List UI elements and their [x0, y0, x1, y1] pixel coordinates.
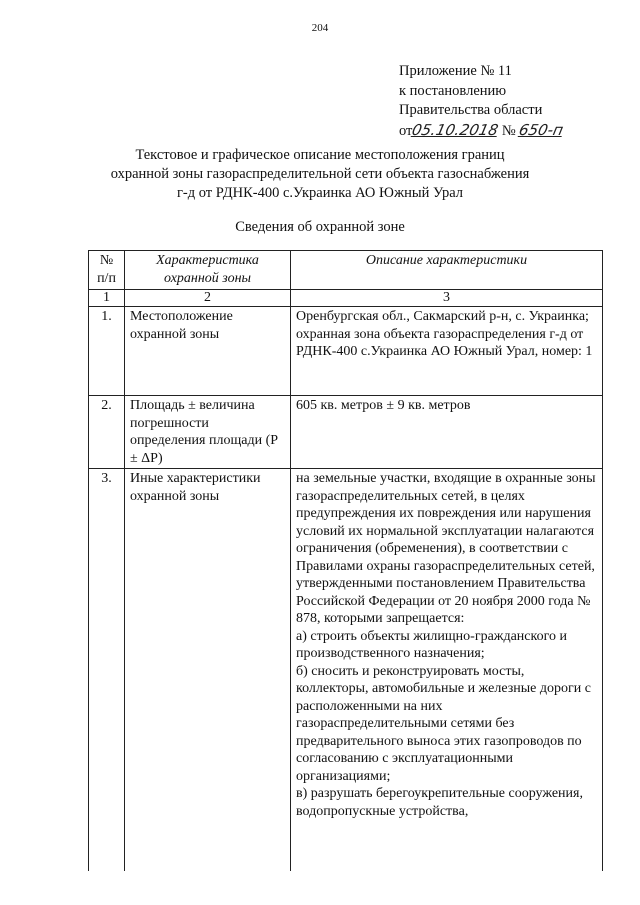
row-description: 605 кв. метров ± 9 кв. метров: [291, 396, 603, 469]
appendix-block: [399, 62, 566, 141]
header-characteristic: Характеристика охранной зоны: [125, 251, 291, 290]
zone-info-table: [88, 250, 603, 871]
list-item: а) строить объекты жилищно-гражданского и производственного назначения;: [296, 628, 567, 661]
page-number: 204: [311, 22, 329, 34]
appendix-line-3: Правительства области: [399, 102, 543, 118]
date-prefix: от: [399, 122, 413, 139]
title-line-2: охранной зоны газораспределительной сети объекта газоснабжения: [110, 166, 530, 182]
number-prefix: №: [501, 122, 516, 139]
row-description: [291, 469, 603, 872]
row-characteristic: Иные характеристики охранной зоны: [125, 469, 291, 872]
header-num: № п/п: [89, 251, 125, 290]
table-header-row: [89, 251, 603, 290]
table-index-row: [89, 290, 603, 307]
row-characteristic: Местоположение охранной зоны: [125, 307, 291, 396]
list-item: б) сносить и реконструировать мосты, коллекторы, автомобильные и железные дороги с расположенными на них газораспределительными сетями без предварительного выноса этих газопроводов по согласованию с эксплуатационными организациями;: [296, 663, 591, 784]
index-cell: 3: [291, 290, 603, 307]
document-title: [0, 146, 640, 203]
table-row: [89, 307, 603, 396]
table-row: [89, 396, 603, 469]
row-number: 2.: [89, 396, 125, 469]
list-item: в) разрушать берегоукрепительные сооружения, водопропускные устройства,: [296, 786, 583, 819]
section-subtitle: Сведения об охранной зоне: [235, 219, 405, 235]
appendix-line-2: к постановлению: [399, 82, 507, 99]
appendix-date-line: [399, 120, 566, 142]
row-number: 1.: [89, 307, 125, 396]
row-description-text: на земельные участки, входящие в охранные зоны газораспределительных сетей, в целях предупреждения их повреждения или нарушения условий их нормальной эксплуатации налагаются ограничения (обременения), в соответствии с Правилами охраны газораспределительных сетей, утвержденными постановлением Правительства Российской Федерации от 20 ноября 2000 года № 878, которыми запрещается:: [296, 471, 596, 626]
index-cell: 2: [125, 290, 291, 307]
row-number: 3.: [89, 469, 125, 872]
handwritten-date: 05.10.2018: [410, 120, 501, 139]
index-cell: 1: [89, 290, 125, 307]
row-description: Оренбургская обл., Сакмарский р-н, с. Украинка; охранная зона объекта газораспределения г-д от РДНК-400 с.Украинка АО Южный Урал, номер: 1: [291, 307, 603, 396]
title-line-3: г-д от РДНК-400 с.Украинка АО Южный Урал: [176, 185, 464, 201]
handwritten-number: 650-п: [517, 120, 566, 139]
header-description: Описание характеристики: [291, 251, 603, 290]
appendix-title: Приложение № 11: [399, 63, 512, 79]
title-line-1: Текстовое и графическое описание местоположения границ: [135, 147, 505, 163]
row-characteristic: Площадь ± величина погрешности определения площади (P ± ΔP): [125, 396, 291, 469]
table-row: [89, 469, 603, 872]
